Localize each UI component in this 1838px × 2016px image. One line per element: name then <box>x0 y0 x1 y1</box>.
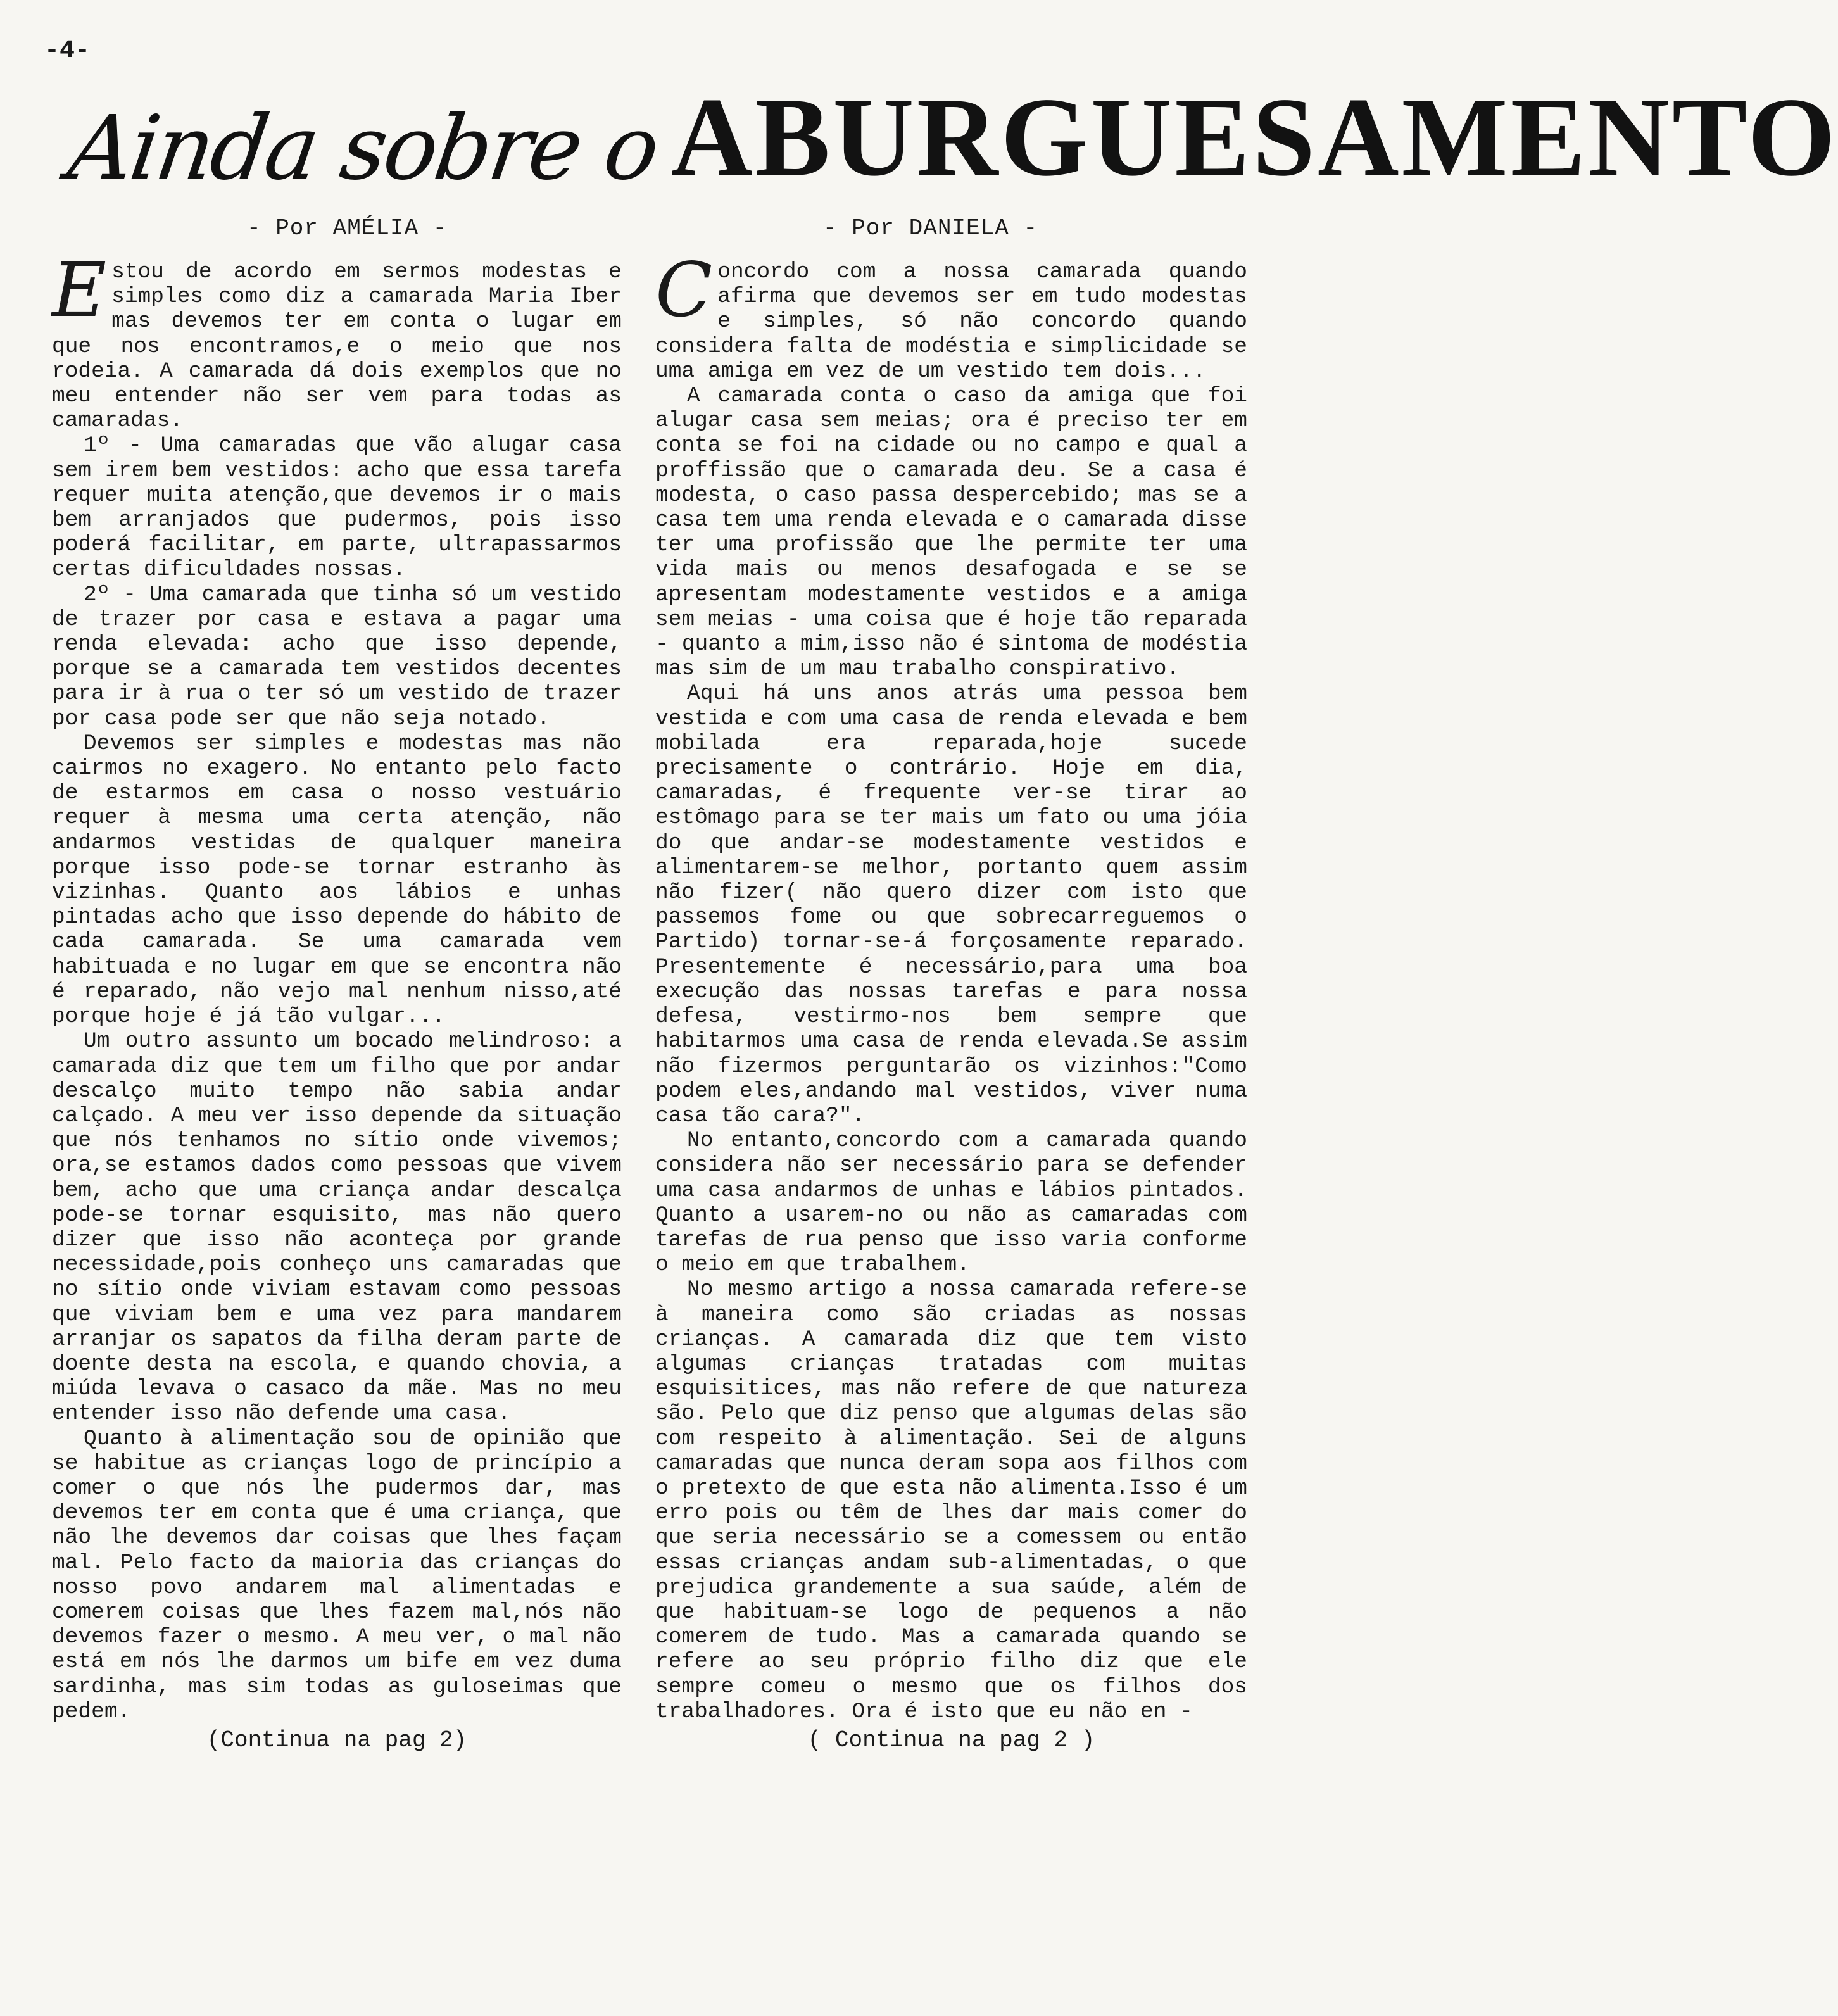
article-right <box>655 246 1247 1982</box>
paragraph <box>52 246 622 434</box>
byline-amelia: - Por AMÉLIA - <box>247 215 448 241</box>
drop-cap: C <box>655 246 713 334</box>
paragraph: Um outro assunto um bocado melindroso: a camarada diz que tem um filho que por andar descalço muito tempo não sabia andar calçado. A meu ver isso depende da situação que nós tenhamos no sítio onde vivemos; ora,se estamos dados como pessoas que vivem bem, acho que uma criança andar descalça pode-se tornar esquisito, mas não quero dizer que isso não aconteça por grande necessidade,pois conheço uns camaradas que no sítio onde viviam estavam como pessoas que viviam bem e uma vez para mandarem arranjar os sapatos da filha deram parte de doente desta na escola, e quando chovia, a miúda levava o casaco da mãe. Mas no meu entender isso não defende uma casa. <box>52 1029 622 1427</box>
paragraph: A camarada conta o caso da amiga que foi alugar casa sem meias; ora é preciso ter em conta se foi na cidade ou no campo e qual a proffissão que o camarada deu. Se a casa é modesta, o caso passa despercebido; mas se a casa tem uma renda elevada e o camarada disse ter uma profissão que lhe permite ter uma vida mais ou menos desafogada e se se apresentam modestamente vestidos e a amiga sem meias - uma coisa que é hoje tão reparada - quanto a mim,isso não é sintoma de modéstia mas sim de um mau trabalho conspirativo. <box>655 384 1247 682</box>
paragraph: 2º - Uma camarada que tinha só um vestido de trazer por casa e estava a pagar uma renda elevada: acho que isso depende, porque se a camarada tem vestidos decentes para ir à rua o ter só um vestido de trazer por casa pode ser que não seja notado. <box>52 582 622 731</box>
page-number: -4- <box>44 37 91 65</box>
headline <box>62 57 1838 200</box>
headline-handwritten: Ainda sobre o <box>62 97 664 200</box>
paragraph-text: stou de acordo em sermos modestas e simples como diz a camarada Maria Iber mas devemos ter em conta o lugar em que nos encontramos,e o meio que nos rodeia. A camarada dá dois exemplos que no meu entender não ser vem para todas as camaradas. <box>52 260 622 434</box>
drop-cap: E <box>52 246 107 334</box>
paragraph: Aqui há uns anos atrás uma pessoa bem vestida e com uma casa de renda elevada e bem mobilada era reparada,hoje sucede precisamente o contrário. Hoje em dia, camaradas, é frequente ver-se tirar ao estômago para se ter mais um fato ou uma jóia do que andar-se modestamente vestidos e alimentarem-se melhor, portanto quem assim não fizer( não quero dizer com isto que passemos fome ou que sobrecarreguemos o Partido) tornar-se-á forçosamente reparado. Presentemente é necessário,para uma boa execução das nossas tarefas e para nossa defesa, vestirmo-nos bem sempre que habitarmos uma casa de renda elevada.Se assim não fizermos perguntarão os vizinhos:"Como podem eles,andando mal vestidos, viver numa casa tão cara?". <box>655 681 1247 1128</box>
paragraph-text: oncordo com a nossa camarada quando afirma que devemos ser em tudo modestas e simples, só não concordo quando considera falta de modéstia e simplicidade se uma amiga em vez de um vestido tem dois... <box>655 260 1247 384</box>
paragraph <box>655 246 1247 384</box>
continuation-note: (Continua na pag 2) <box>206 1727 467 1753</box>
paragraph: No mesmo artigo a nossa camarada refere-se à maneira como são criadas as nossas crianças. A camarada diz que tem visto algumas crianças tratadas com muitas esquisitices, mas não refere de que natureza são. Pelo que diz penso que algumas delas são com respeito à alimentação. Sei de alguns camaradas que nunca deram sopa aos filhos com o pretexto de que esta não alimenta.Isso é um erro pois ou têm de lhes dar mais comer do que seria necessário se a comessem ou então essas crianças andam sub-alimentadas, o que prejudica grandemente a sua saúde, além de que habituam-se logo de pequenos a não comerem de tudo. Mas a camarada quando se refere ao seu próprio filho diz que ele sempre comeu o mesmo que os filhos dos trabalhadores. Ora é isto que eu não en - <box>655 1277 1247 1724</box>
continuation-note: ( Continua na pag 2 ) <box>807 1727 1095 1753</box>
paragraph: Quanto à alimentação sou de opinião que se habitue as crianças logo de princípio a comer o que nós lhe pudermos dar, mas devemos ter em conta que é uma criança, que não lhe devemos dar coisas que lhes façam mal. Pelo facto da maioria das crianças do nosso povo andarem mal alimentadas e comerem coisas que lhes fazem mal,nós não devemos fazer o mesmo. A meu ver, o mal não está em nós lhe darmos um bife em vez duma sardinha, mas sim todas as guloseimas que pedem. <box>52 1426 622 1724</box>
byline-daniela: - Por DANIELA - <box>823 215 1038 241</box>
paragraph: 1º - Uma camaradas que vão alugar casa sem irem bem vestidos: acho que essa tarefa requer muita atenção,que devemos ir o mais bem arranjados que pudermos, pois isso poderá facilitar, em parte, ultrapassarmos certas dificuldades nossas. <box>52 433 622 583</box>
paragraph: Devemos ser simples e modestas mas não cairmos no exagero. No entanto pelo facto de estarmos em casa o nosso vestuário requer à mesma uma certa atenção, não andarmos vestidas de qualquer maneira porque isso pode-se tornar estranho às vizinhas. Quanto aos lábios e unhas pintadas acho que isso depende do hábito de cada camarada. Se uma camarada vem habituada e no lugar em que se encontra não é reparado, não vejo mal nenhum nisso,até porque hoje é já tão vulgar... <box>52 731 622 1030</box>
article-left <box>52 246 622 1982</box>
paragraph: No entanto,concordo com a camarada quando considera não ser necessário para se defender uma casa andarmos de unhas e lábios pintados. Quanto a usarem-no ou não as camaradas com tarefas de rua penso que isso varia conforme o meio em que trabalhem. <box>655 1128 1247 1278</box>
headline-title: ABURGUESAMENTO <box>670 74 1838 199</box>
